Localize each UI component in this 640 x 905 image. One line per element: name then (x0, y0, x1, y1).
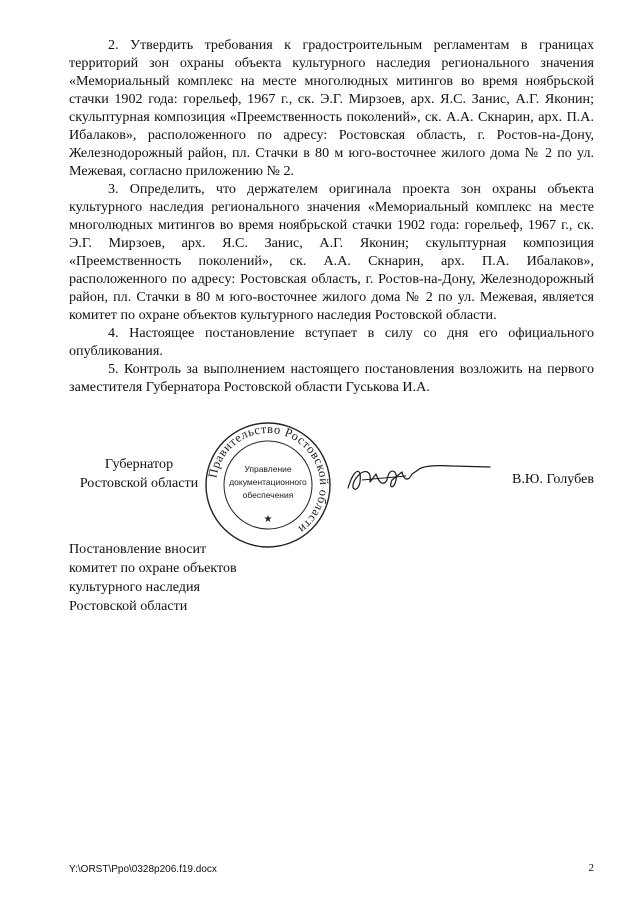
seal-inner-line1: Управление (244, 464, 292, 474)
seal-outer-text: Правительство Ростовской области (205, 421, 332, 537)
footer-file-path: Y:\ORST\Ppo\0328p206.f19.docx (69, 864, 217, 875)
signatory-title-line2: Ростовской области (79, 475, 199, 491)
paragraph-5: 5. Контроль за выполнением настоящего постановления возложить на первого заместителя Губернатора Ростовской области Гуськова И.А. (69, 361, 594, 395)
paragraph-4: 4. Настоящее постановление вступает в силу со дня его официального опубликования. (69, 325, 594, 359)
document-body (69, 36, 594, 396)
submitter-line4: Ростовской области (69, 598, 188, 614)
submitter-line3: культурного наследия (69, 579, 201, 595)
page-number: 2 (588, 862, 594, 874)
handwritten-signature (342, 460, 492, 500)
signatory-title-line1: Губернатор (104, 456, 174, 472)
official-seal-stamp (203, 420, 333, 550)
submitter-note (69, 540, 329, 616)
signer-name: В.Ю. Голубев (511, 471, 594, 487)
paragraph-2: 2. Утвердить требования к градостроительным регламентам в границах территорий зон охраны объекта культурного наследия регионального значения «Мемориальный комплекс на месте многолюдных митингов во время ноябрьской стачки 1902 года: горельеф, 1967 г., ск. Э.Г. Мирзоев, арх. Я.С. Занис, А.Г. Яконин; скульптурная композиция «Преемственность поколений», ск. А.А. Скнарин, арх. П.А. Ибалаков», расположенного по адресу: Ростовская область, г. Ростов-на-Дону, Железнодорожный район, пл. Стачки в 80 м юго-восточнее жилого дома № 2 по ул. Межевая, согласно приложению № 2. (69, 37, 594, 179)
seal-inner-line3: обеспечения (242, 490, 294, 500)
paragraph-3: 3. Определить, что держателем оригинала проекта зон охраны объекта культурного наследия регионального значения «Мемориальный комплекс на месте многолюдных митингов во время ноябрьской стачки 1902 года: горельеф, 1967 г., ск. Э.Г. Мирзоев, арх. Я.С. Занис, А.Г. Яконин; скульптурная композиция «Преемственность поколений», ск. А.А. Скнарин, арх. П.А. Ибалаков», расположенного по адресу: Ростовская область, г. Ростов-на-Дону, Железнодорожный район, пл. Стачки в 80 м юго-восточнее жилого дома № 2 по ул. Межевая, является комитет по охране объектов культурного наследия Ростовской области. (69, 181, 594, 323)
submitter-line2: комитет по охране объектов (69, 560, 237, 576)
submitter-line1: Постановление вносит (69, 541, 207, 557)
seal-star-icon: ★ (263, 514, 273, 525)
signatory-title (69, 455, 209, 493)
seal-inner-line2: документационного (229, 477, 307, 487)
